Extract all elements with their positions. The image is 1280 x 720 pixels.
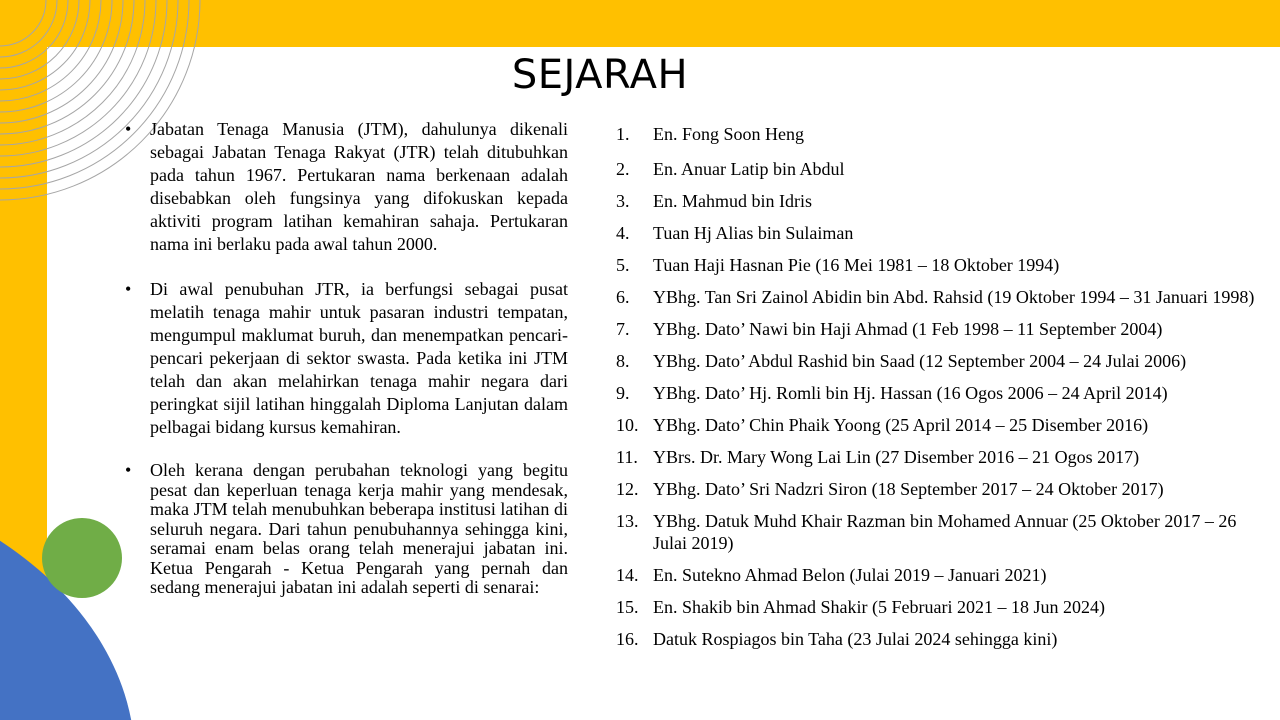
item-text: En. Fong Soon Heng [653, 124, 805, 144]
item-number: 7. [616, 319, 630, 339]
item-number: 13. [616, 511, 639, 531]
item-number: 9. [616, 383, 630, 403]
list-item [616, 414, 1256, 436]
item-text: YBhg. Dato’ Hj. Romli bin Hj. Hassan (16 Ogos 2006 – 24 April 2014) [653, 383, 1168, 403]
green-circle [42, 518, 122, 598]
paragraph-1 [125, 118, 568, 256]
list-item [616, 478, 1256, 500]
list-item [616, 318, 1256, 340]
directors-list [616, 123, 1256, 660]
item-text: En. Anuar Latip bin Abdul [653, 159, 845, 179]
bullet-icon: • [125, 279, 132, 299]
item-number: 1. [616, 124, 630, 144]
item-number: 4. [616, 223, 630, 243]
arc-line [0, 0, 123, 123]
paragraph-text: Oleh kerana dengan perubahan teknologi yang begitu pesat dan keperluan tenaga kerja mahir yang mendesak, maka JTM telah menubuhkan beberapa institusi latihan di seluruh negara. Dari tahun penubuhannya sehingga kini, seramai enam belas orang telah menerajui jabatan ini. Ketua Pengarah - Ketua Pengarah yang pernah dan sedang menerajui jabatan ini adalah seperti di senarai: [150, 460, 568, 597]
item-text: YBhg. Dato’ Nawi bin Haji Ahmad (1 Feb 1998 – 11 September 2004) [653, 319, 1163, 339]
item-text: En. Sutekno Ahmad Belon (Julai 2019 – Januari 2021) [653, 565, 1047, 585]
paragraph-2 [125, 278, 568, 439]
item-number: 2. [616, 159, 630, 179]
item-text: YBrs. Dr. Mary Wong Lai Lin (27 Disember 2016 – 21 Ogos 2017) [653, 447, 1140, 467]
list-item [616, 158, 1256, 180]
item-text: YBhg. Dato’ Sri Nadzri Siron (18 September 2017 – 24 Oktober 2017) [653, 479, 1164, 499]
list-item [616, 564, 1256, 586]
list-item [616, 286, 1256, 308]
item-text: YBhg. Dato’ Chin Phaik Yoong (25 April 2014 – 25 Disember 2016) [653, 415, 1149, 435]
paragraph-3 [125, 461, 568, 598]
item-text: YBhg. Dato’ Abdul Rashid bin Saad (12 September 2004 – 24 Julai 2006) [653, 351, 1187, 371]
list-item [616, 382, 1256, 404]
arc-line [0, 0, 46, 46]
list-item [616, 190, 1256, 212]
arc-line [0, 0, 90, 90]
history-paragraphs [125, 118, 568, 598]
item-text: Tuan Haji Hasnan Pie (16 Mei 1981 – 18 Oktober 1994) [653, 255, 1060, 275]
item-text: Datuk Rospiagos bin Taha (23 Julai 2024 sehingga kini) [653, 629, 1058, 649]
item-text: Tuan Hj Alias bin Sulaiman [653, 223, 854, 243]
list-item [616, 628, 1256, 650]
item-number: 16. [616, 629, 639, 649]
item-text: En. Mahmud bin Idris [653, 191, 812, 211]
bullet-icon: • [125, 460, 132, 480]
item-number: 8. [616, 351, 630, 371]
list-item [616, 350, 1256, 372]
paragraph-text: Di awal penubuhan JTR, ia berfungsi sebagai pusat melatih tenaga mahir untuk pasaran industri tempatan, mengumpul maklumat buruh, dan menempatkan pencari-pencari pekerjaan di sektor swasta. Pada ketika ini JTM telah dan akan melahirkan tenaga mahir negara dari peringkat sijil latihan hinggalah Diploma Lanjutan dalam pelbagai bidang kursus kemahiran. [150, 279, 568, 437]
arc-line [0, 0, 134, 134]
item-text: En. Shakib bin Ahmad Shakir (5 Februari 2021 – 18 Jun 2024) [653, 597, 1105, 617]
item-number: 11. [616, 447, 638, 467]
list-item [616, 510, 1256, 554]
item-number: 5. [616, 255, 630, 275]
list-item [616, 222, 1256, 244]
list-item [616, 123, 1256, 145]
arc-line [0, 0, 68, 68]
item-number: 6. [616, 287, 630, 307]
paragraph-text: Jabatan Tenaga Manusia (JTM), dahulunya dikenali sebagai Jabatan Tenaga Rakyat (JTR) telah ditubuhkan pada tahun 1967. Pertukaran nama berkenaan adalah disebabkan oleh fungsinya yang difokuskan kepada aktiviti program latihan kemahiran sahaja. Pertukaran nama ini berlaku pada awal tahun 2000. [150, 119, 568, 254]
slide-title: SEJARAH [511, 52, 689, 98]
arc-line [0, 0, 145, 145]
arc-line [0, 0, 57, 57]
item-number: 15. [616, 597, 639, 617]
bullet-icon: • [125, 119, 132, 139]
item-number: 14. [616, 565, 639, 585]
item-number: 3. [616, 191, 630, 211]
item-text: YBhg. Tan Sri Zainol Abidin bin Abd. Rahsid (19 Oktober 1994 – 31 Januari 1998) [653, 287, 1255, 307]
item-text: YBhg. Datuk Muhd Khair Razman bin Mohamed Annuar (25 Oktober 2017 – 26 Julai 2019) [653, 511, 1237, 553]
list-item [616, 254, 1256, 276]
list-item [616, 596, 1256, 618]
item-number: 12. [616, 479, 639, 499]
arc-line [0, 0, 101, 101]
list-item [616, 446, 1256, 468]
item-number: 10. [616, 415, 639, 435]
